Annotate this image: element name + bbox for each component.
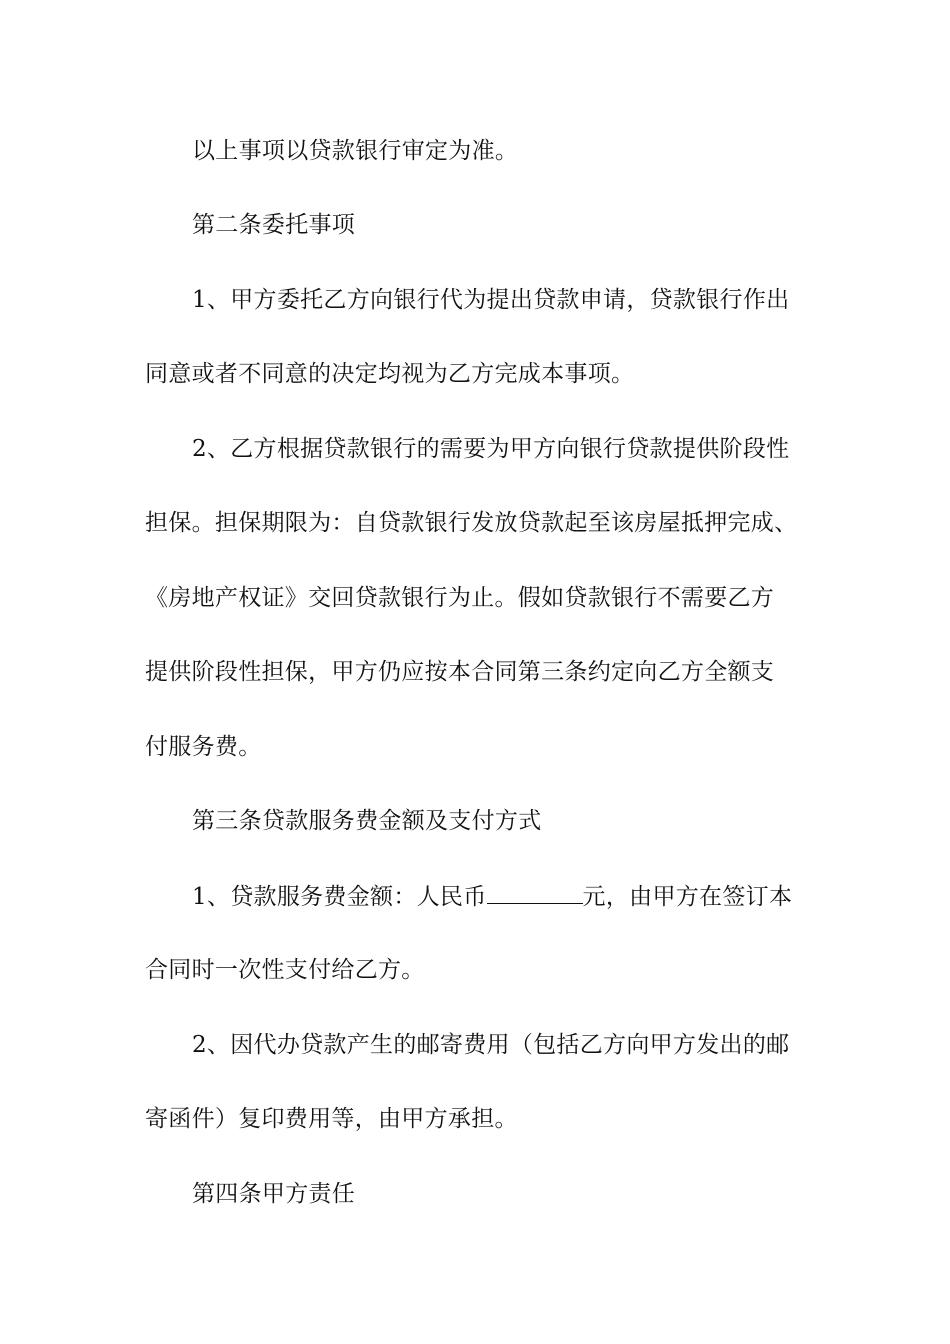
section-heading: 第三条贷款服务费金额及支付方式 <box>192 808 542 834</box>
fee-amount-line <box>192 881 872 912</box>
section-heading: 第二条委托事项 <box>192 212 356 238</box>
paragraph-line: 2、乙方根据贷款银行的需要为甲方向银行贷款提供阶段性 <box>192 436 790 462</box>
section-heading: 第四条甲方责任 <box>192 1181 356 1207</box>
paragraph-line: 合同时一次性支付给乙方。 <box>145 957 425 983</box>
paragraph-line: 提供阶段性担保，甲方仍应按本合同第三条约定向乙方全额支 <box>145 659 775 685</box>
fee-line-prefix: 1、贷款服务费金额：人民币 <box>192 884 487 910</box>
paragraph-line: 2、因代办贷款产生的邮寄费用（包括乙方向甲方发出的邮 <box>192 1032 790 1058</box>
paragraph-line: 付服务费。 <box>145 734 262 760</box>
fee-amount-blank <box>487 881 583 904</box>
paragraph-line: 担保。担保期限为：自贷款银行发放贷款起至该房屋抵押完成、 <box>145 510 798 536</box>
paragraph-line: 1、甲方委托乙方向银行代为提出贷款申请，贷款银行作出 <box>192 287 790 313</box>
paragraph-line: 同意或者不同意的决定均视为乙方完成本事项。 <box>145 361 635 387</box>
fee-line-suffix: 元，由甲方在签订本 <box>582 884 793 910</box>
paragraph-line: 寄函件）复印费用等，由甲方承担。 <box>145 1106 518 1132</box>
paragraph-line: 《房地产权证》交回贷款银行为止。假如贷款银行不需要乙方 <box>145 585 775 611</box>
paragraph-line: 以上事项以贷款银行审定为准。 <box>192 138 519 164</box>
